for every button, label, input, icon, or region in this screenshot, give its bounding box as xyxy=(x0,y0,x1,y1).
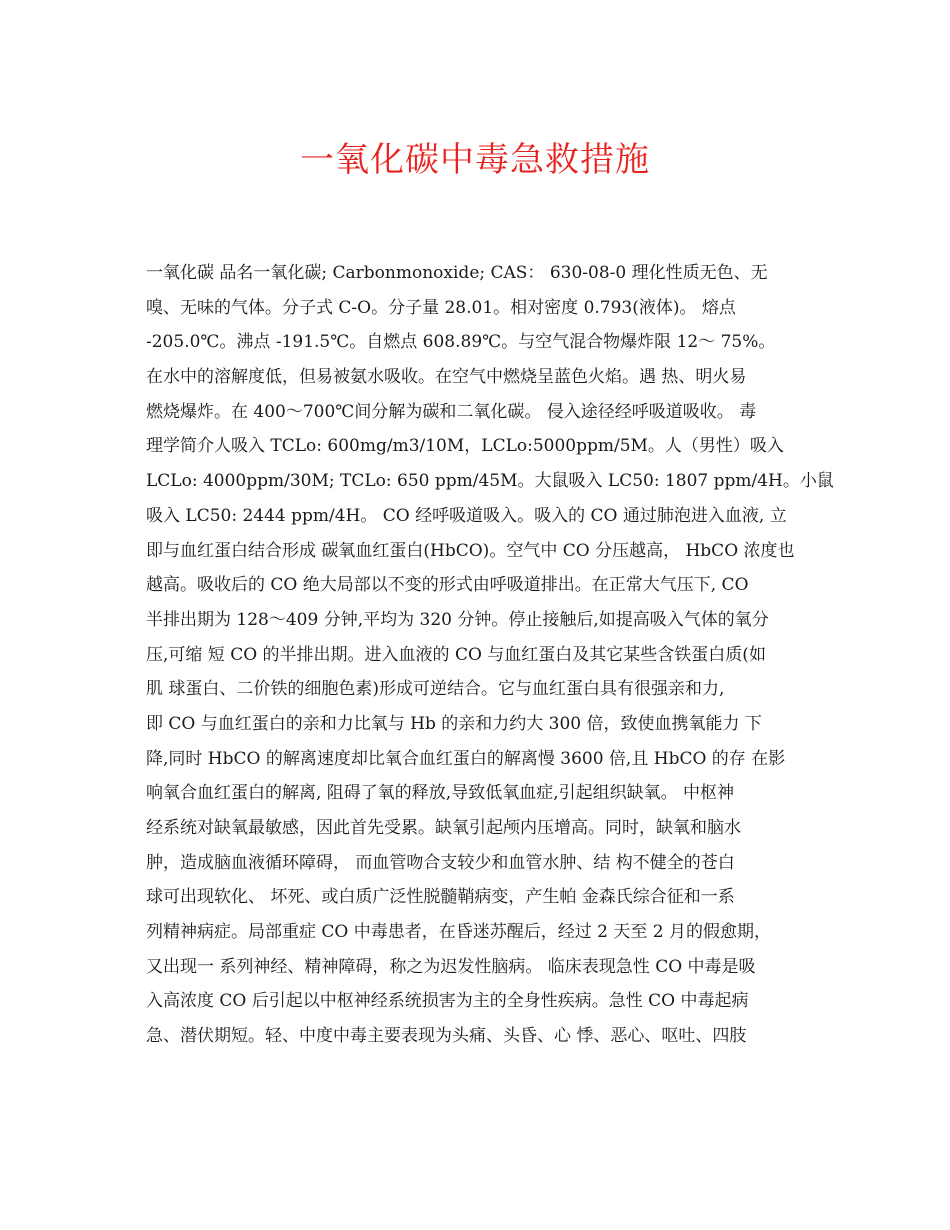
body-line: LCLo: 4000ppm/30M; TCLo: 650 ppm/45M。大鼠吸入 LC50: 1807 ppm/4H。小鼠 xyxy=(146,471,834,492)
body-line: 入高浓度 CO 后引起以中枢神经系统损害为主的全身性疾病。急性 CO 中毒起病 xyxy=(146,991,749,1012)
body-line: 吸入 LC50: 2444 ppm/4H。 CO 经呼吸道吸入。吸入的 CO 通过肺泡进入血液, 立 xyxy=(146,505,787,526)
body-line: 又出现一 系列神经、精神障碍，称之为迟发性脑病。 临床表现急性 CO 中毒是吸 xyxy=(146,956,756,977)
body-line: 压,可缩 短 CO 的半排出期。进入血液的 CO 与血红蛋白及其它某些含铁蛋白质(如 xyxy=(146,644,766,665)
body-line: 一氧化碳 品名一氧化碳; Carbonmonoxide; CAS： 630-08-0 理化性质无色、无 xyxy=(146,263,768,283)
body-line: 在水中的溶解度低，但易被氨水吸收。在空气中燃烧呈蓝色火焰。遇 热、明火易 xyxy=(146,367,747,388)
body-line: 球可出现软化、 坏死、或白质广泛性脱髓鞘病变，产生帕 金森氏综合征和一系 xyxy=(146,887,735,908)
body-line: 响氧合血红蛋白的解离, 阻碍了氧的释放,导致低氧血症,引起组织缺氧。 中枢神 xyxy=(146,783,735,804)
body-line: 燃烧爆炸。在 400～700℃间分解为碳和二氧化碳。 侵入途径经呼吸道吸收。 毒 xyxy=(146,401,757,422)
body-line: 嗅、无味的气体。分子式 C-O。分子量 28.01。相对密度 0.793(液体)。 熔点 xyxy=(146,297,736,318)
body-line: 经系统对缺氧最敏感，因此首先受累。缺氧引起颅内压增高。同时，缺氧和脑水 xyxy=(146,818,741,838)
body-line: 肿，造成脑血液循环障碍， 而血管吻合支较少和血管水肿、结 构不健全的苍白 xyxy=(146,852,735,873)
body-line: 即 CO 与血红蛋白的亲和力比氧与 Hb 的亲和力约大 300 倍，致使血携氧能力 下 xyxy=(146,713,762,734)
body-line: 降,同时 HbCO 的解离速度却比氧合血红蛋白的解离慢 3600 倍,且 HbCO 的存 在影 xyxy=(146,748,786,769)
document-title: 一氧化碳中毒急救措施 xyxy=(300,140,650,180)
body-line: 急、潜伏期短。轻、中度中毒主要表现为头痛、头昏、心 悸、恶心、呕吐、四肢 xyxy=(146,1026,747,1047)
body-line: 半排出期为 128～409 分钟,平均为 320 分钟。停止接触后,如提高吸入气体的氧分 xyxy=(146,609,769,630)
document-body xyxy=(146,256,834,1054)
body-line: -205.0℃。沸点 -191.5℃。自燃点 608.89℃。与空气混合物爆炸限 12～ 75%。 xyxy=(146,332,776,353)
body-line: 即与血红蛋白结合形成 碳氧血红蛋白(HbCO)。空气中 CO 分压越高， HbCO 浓度也 xyxy=(146,540,795,561)
body-line: 越高。吸收后的 CO 绝大局部以不变的形式由呼吸道排出。在正常大气压下, CO xyxy=(146,575,749,596)
body-line: 理学简介人吸入 TCLo: 600mg/m3/10M，LCLo:5000ppm/5M。人（男性）吸入 xyxy=(146,436,784,457)
body-line: 肌 球蛋白、二价铁的细胞色素)形成可逆结合。它与血红蛋白具有很强亲和力, xyxy=(146,679,725,700)
body-line: 列精神病症。局部重症 CO 中毒患者，在昏迷苏醒后，经过 2 天至 2 月的假愈期， xyxy=(146,922,771,943)
